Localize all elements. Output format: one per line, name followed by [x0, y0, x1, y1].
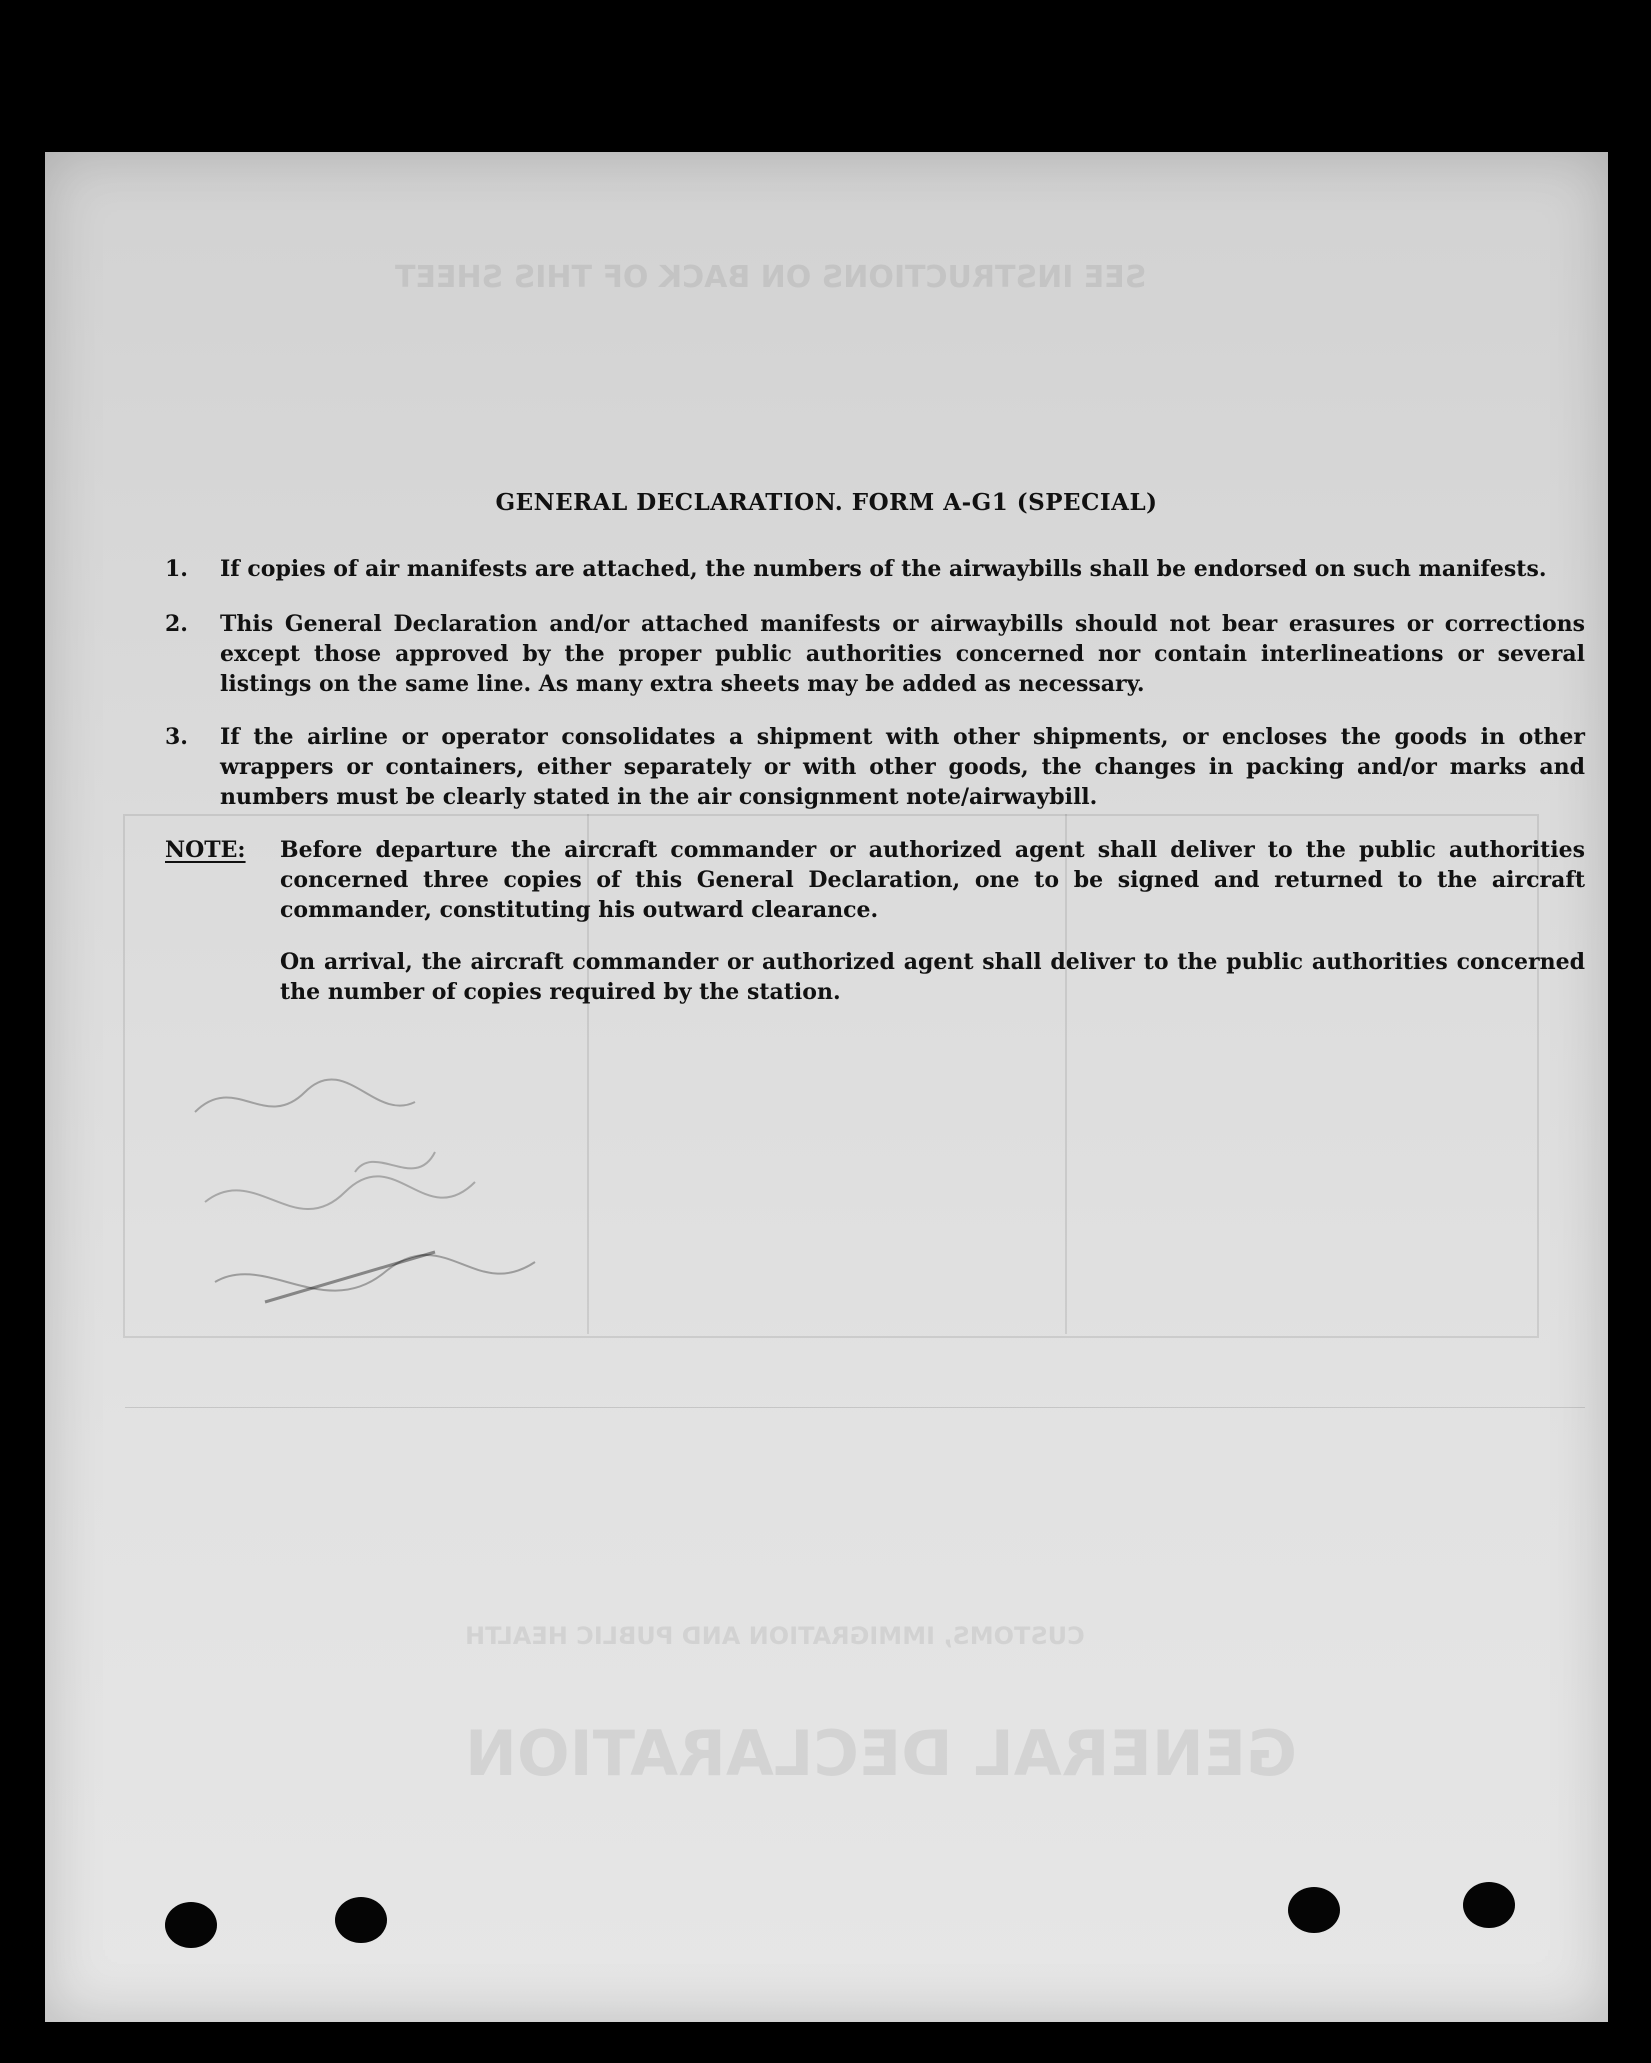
item-number: 1. [165, 556, 188, 582]
item-number: 3. [165, 724, 188, 750]
punch-hole [165, 1902, 217, 1948]
punch-hole [335, 1897, 387, 1943]
note-block [165, 835, 1585, 1007]
instruction-item-1 [165, 554, 1585, 584]
item-text: If the airline or operator consolidates a shipment with other shipments, or encloses the goods in other wrappers or containers, either separately or with other goods, the changes in packing and/or marks and numbers must be clearly stated in the air consignment note/airwaybill. [220, 724, 1585, 810]
instruction-item-2 [165, 609, 1585, 699]
instruction-item-3 [165, 722, 1585, 812]
form-title: GENERAL DECLARATION. FORM A-G1 (SPECIAL) [495, 489, 1158, 516]
item-number: 2. [165, 611, 188, 637]
note-label: NOTE: [165, 837, 246, 863]
document-sheet [45, 152, 1608, 2022]
punch-hole [1463, 1882, 1515, 1928]
bleed-through-header: SEE INSTRUCTIONS ON BACK OF THIS SHEET [395, 260, 1147, 295]
bleed-through-big-title: GENERAL DECLARATION [465, 1717, 1297, 1790]
note-paragraph-1: Before departure the aircraft commander or authorized agent shall deliver to the public authorities concerned three copies of this General Declaration, one to be signed and returned to the aircraft commander, constituting his outward clearance. [280, 837, 1585, 923]
bleed-through-subtitle: CUSTOMS, IMMIGRATION AND PUBLIC HEALTH [465, 1622, 1085, 1650]
handwriting-marks [175, 1052, 615, 1372]
item-text: If copies of air manifests are attached, the numbers of the airwaybills shall be endorsed on such manifests. [220, 556, 1547, 582]
item-text: This General Declaration and/or attached manifests or airwaybills should not bear erasures or corrections except those approved by the proper public authorities concerned nor contain interlineations or several listings on the same line. As many extra sheets may be added as necessary. [220, 611, 1585, 697]
note-paragraph-2: On arrival, the aircraft commander or authorized agent shall deliver to the public authorities concerned the number of copies required by the station. [280, 949, 1585, 1005]
punch-hole [1288, 1887, 1340, 1933]
bleed-through-rule [125, 1407, 1585, 1408]
